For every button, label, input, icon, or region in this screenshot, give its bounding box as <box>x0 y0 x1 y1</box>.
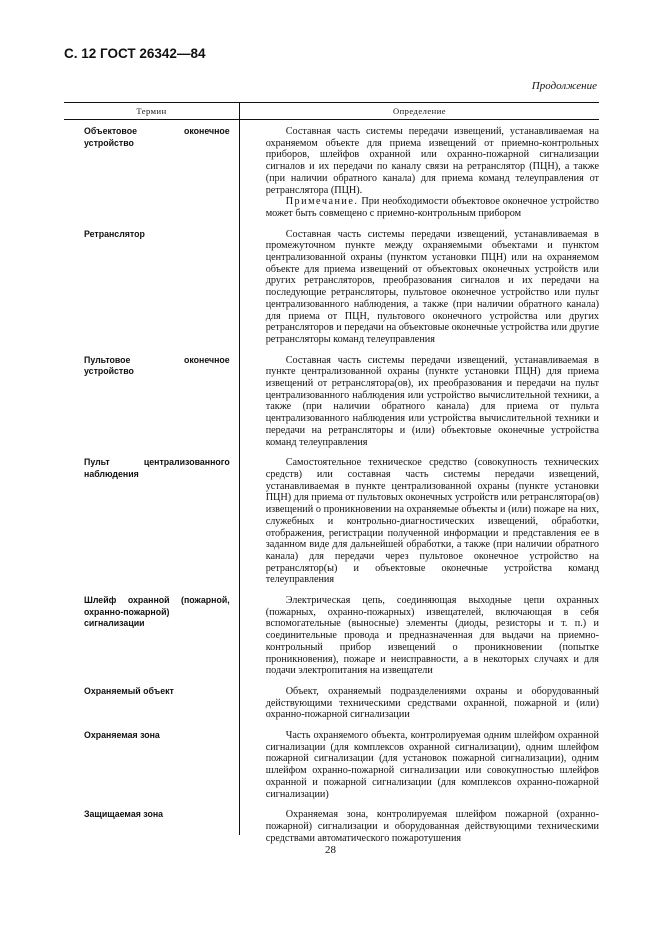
table-row <box>64 730 599 800</box>
table-header <box>64 103 599 119</box>
note-label: Примечание. <box>285 196 359 208</box>
table-row <box>64 457 599 586</box>
definition-text: Охраняемая зона, контролируемая шлейфом пожарной (охранно-пожарной) сигнализации и оборудованная действующими техническими средствами автоматического пожаротушения <box>265 809 599 844</box>
definition-text: Составная часть системы передачи извещений, устанавливаемая на охраняемом объекте для приема извещений от приемно-контрольных приборов, шлейфов охранной или охранно-пожарной сигнализации сигналов и их передачи по каналу связи на ретранслятор (ПЦН), а также (при наличии обратного канала) для приема команд телеуправления от ретранслятора (ПЦН). <box>265 126 599 196</box>
column-header-definition: Определение <box>392 106 447 116</box>
definition-cell <box>266 126 599 220</box>
term-cell: Пультовое оконечное устройство <box>84 354 230 377</box>
page-number: 28 <box>325 844 336 856</box>
term-cell: Ретранслятор <box>84 228 145 239</box>
definition-cell <box>266 730 599 800</box>
definition-cell <box>266 595 599 677</box>
terms-table <box>64 102 599 844</box>
term-cell: Пульт централизованного наблюдения <box>84 457 230 479</box>
definition-cell <box>266 457 599 586</box>
table-row <box>64 595 599 677</box>
term-cell: Шлейф охранной (пожарной, охранно-пожарной) сигнализации <box>84 595 230 629</box>
table-row <box>64 809 599 844</box>
table-row <box>64 686 599 721</box>
table-row <box>64 355 599 449</box>
definition-text: Электрическая цепь, соединяющая выходные цепи охранных (пожарных, охранно-пожарных) извещателей, включающая в себя вспомогательные (выносные) элементы (диоды, резисторы и т. п.) и соединительные провода и предназначенная для выдачи на приемно-контрольный прибор извещений о проникновении (попытке проникновения), пожаре и неисправности, а в некоторых случаях и для подачи электропитания на извещатели <box>265 595 599 677</box>
table-body <box>64 120 599 844</box>
definition-cell <box>266 686 599 721</box>
term-cell: Охраняемый объект <box>84 685 174 696</box>
definition-text: Объект, охраняемый подразделениями охраны и оборудованный действующими техническими средствами охранной, пожарной и (или) охранно-пожарной сигнализации <box>265 685 599 721</box>
definition-text: Часть охраняемого объекта, контролируемая одним шлейфом охранной сигнализации (для комплексов охранной сигнализации), одним шлейфом пожарной сигнализации (для установок пожарной сигнализации), одним шлейфом охранно-пожарной сигнализации или совокупностью шлейфов охранной и пожарной сигнализации (для комплексов охранно-пожарной сигнализации) <box>265 730 599 800</box>
definition-cell <box>266 229 599 346</box>
definition-text: Составная часть системы передачи извещений, устанавливаемая в промежуточном пункте между охраняемыми объектами и пунктом централизованной охраны (пунктом установки ПЦН) или на охраняемом объекте для приема извещений от объектовых оконечных устройств или других ретрансляторов, преобразования сигналов и их передачи на последующие ретрансляторы, пультовое оконечное устройство или пульт централизованного наблюдения, а также (при наличии обратного канала) для приема от ПЦН, пультового оконечного устройства или других ретрансляторов и передачи на объектовые оконечные устройства или другие ретрансляторы команд телеуправления <box>265 228 599 345</box>
continuation-label: Продолжение <box>531 80 597 92</box>
page-header: С. 12 ГОСТ 26342—84 <box>64 46 206 61</box>
definition-text: Самостоятельное техническое средство (совокупность технических средств) или составная часть системы передачи извещений, устанавливаемая в пункте централизованной охраны (пункте установки ПЦН) для приема от пультовых оконечных устройств или ретранслятора(ов) извещений о проникновении на охраняемые объекты и (или) пожаре на них, служебных и контрольно-диагностических извещений, обработки, отображения, регистрации полученной информации и представления ее в заданном виде для дальнейшей обработки, а также (при наличии обратного канала) для передачи через пультовое оконечное устройство на ретранслятор(ы) и объектовые оконечные устройства команд телеуправления <box>265 457 599 586</box>
definition-cell <box>266 809 599 844</box>
note-text: При необходимости объектовое оконечное устройство может быть совмещено с приемно-контрольным прибором <box>265 196 599 219</box>
definition-text: Составная часть системы передачи извещений, устанавливаемая в пункте централизованной охраны (пункте установки ПЦН) для приема извещений от ретранслятора(ов), их преобразования и передачи на пульт централизованного наблюдения или устройство вычислительной техники, а также (при наличии обратного канала) для приема от пульта централизованного наблюдения или устройства вычислительной техники и передачи на ретрансляторы и (или) объектовые оконечные устройства команд телеуправления <box>265 354 599 448</box>
table-row <box>64 229 599 346</box>
term-cell: Объектовое оконечное устройство <box>84 126 230 148</box>
definition-cell <box>266 355 599 449</box>
term-cell: Защищаемая зона <box>84 809 164 820</box>
column-header-term: Термин <box>64 103 240 119</box>
table-row <box>64 126 599 220</box>
term-cell: Охраняемая зона <box>84 730 160 741</box>
